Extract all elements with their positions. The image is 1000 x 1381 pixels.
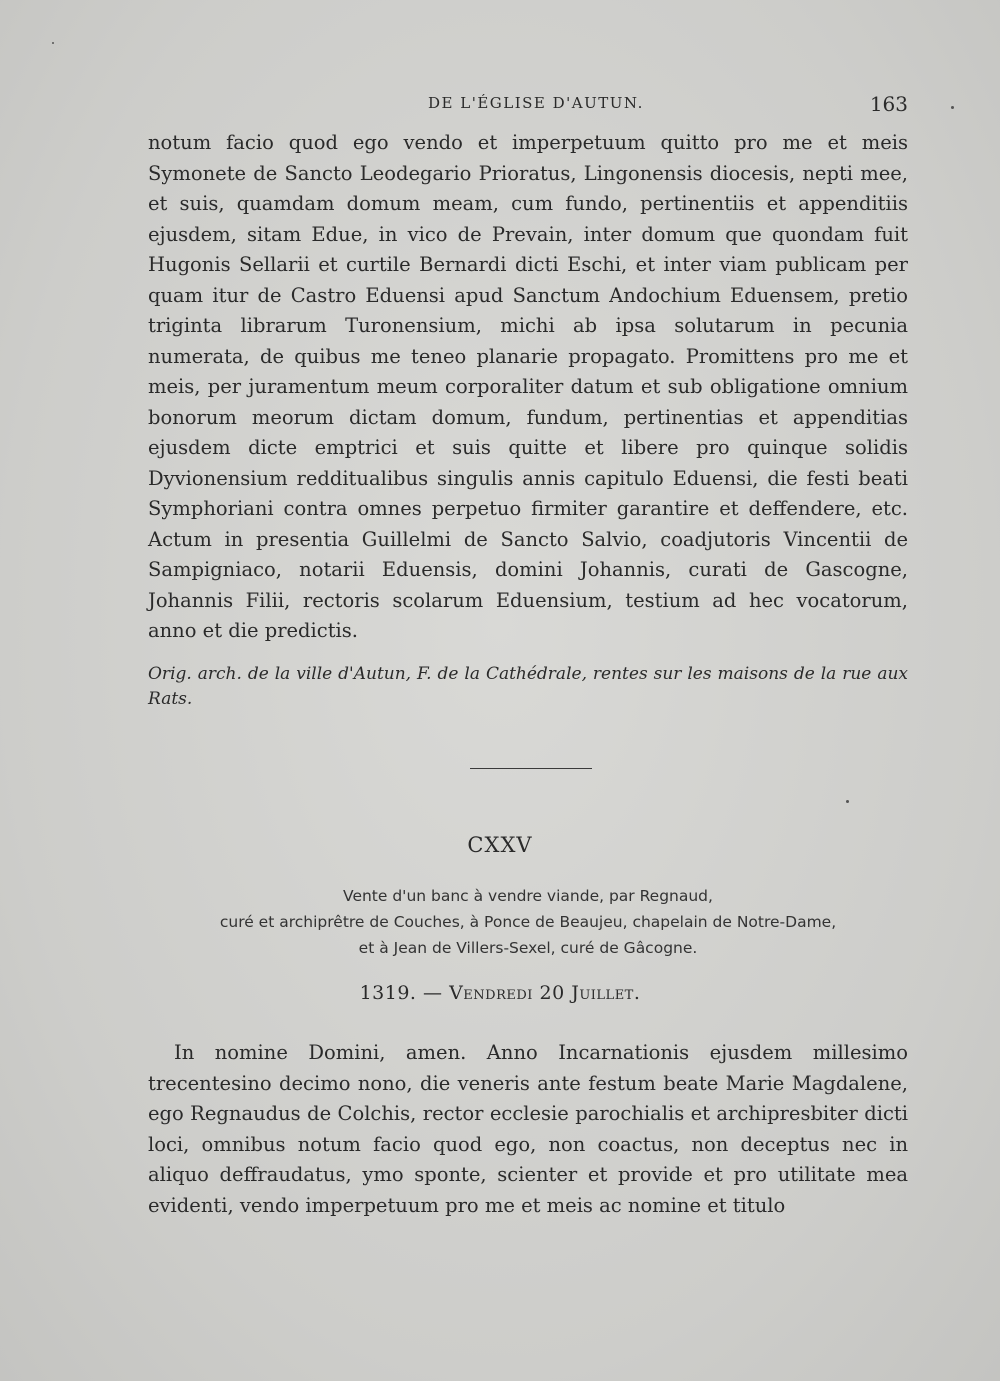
paragraph: notum facio quod ego vendo et imperpetuum quitto pro me et meis Symonete de Sancto Leodegario Prioratus, Lingonensis diocesis, nepti mee, et suis, quamdam domum meam, cum fundo, pertinentiis et appenditiis ejusdem, sitam Edue, in vico de Prevain, inter domum que quondam fuit Hugonis Sellarii et curtile Bernardi dicti Eschi, et inter viam publicam per quam itur de Castro Eduensi apud Sanctum Andochium Eduensem, pretio triginta librarum Turonensium, michi ab ipsa solutarum in pecunia numerata, de quibus me teneo planarie propagato. Promittens pro me et meis, per juramentum meum corporaliter datum et sub obligatione omnium bonorum meorum dictam domum, fundum, pertinentias et appenditias ejusdem dicte emptrici et suis quitte et libere pro quinque solidis Dyvionensium redditualibus singulis annis capitulo Eduensi, die festi beati Symphoriani contra omnes perpetuo firmiter garantire et deffendere, etc. Actum in presentia Guillelmi de Sancto Salvio, coadjutoris Vincentii de Sampigniaco, notarii Eduensis, domini Johannis, curati de Gascogne, Johannis Filii, rectoris scolarum Eduensium, testium ad hec vocatorum, anno et die predictis. — [148, 131, 908, 642]
source-citation: Orig. arch. de la ville d'Autun, F. de la Cathédrale, rentes sur les maisons de la rue aux Rats. — [148, 664, 908, 709]
paper-speck — [846, 800, 849, 803]
paper-speck — [951, 106, 954, 109]
charter-text-continued — [148, 128, 908, 647]
document-number: CXXV — [467, 833, 533, 857]
title-line: Vente d'un banc à vendre viande, par Regnaud, — [343, 887, 713, 905]
paragraph: In nomine Domini, amen. Anno Incarnationis ejusdem millesimo trecentesino decimo nono, die veneris ante festum beate Marie Magdalene, ego Regnaudus de Colchis, rector ecclesie parochialis et archipresbiter dicti loci, omnibus notum facio quod ego, non coactus, non deceptus nec in aliquo deffraudatus, ymo sponte, scienter et provide et pro utilitate mea evidenti, vendo imperpetuum pro me et meis ac nomine et titulo — [148, 1041, 908, 1217]
title-line: curé et archiprêtre de Couches, à Ponce de Beaujeu, chapelain de Notre-Dame, — [219, 913, 837, 931]
section-divider — [470, 768, 592, 769]
paper-speck — [52, 42, 54, 44]
page-number: 163 — [869, 92, 908, 116]
title-line: et à Jean de Villers-Sexel, curé de Gâcogne. — [358, 939, 698, 957]
date-month: Juillet. — [571, 982, 641, 1004]
date-day: Vendredi — [449, 982, 533, 1004]
date-number: 20 — [539, 982, 565, 1004]
document-title — [148, 883, 908, 961]
running-title: DE L'ÉGLISE D'AUTUN. — [428, 94, 644, 112]
date-year: 1319. — [359, 982, 417, 1004]
document-date — [0, 982, 1000, 1004]
charter-text — [148, 1038, 908, 1221]
date-dash: — — [423, 982, 443, 1004]
running-head — [148, 92, 908, 120]
